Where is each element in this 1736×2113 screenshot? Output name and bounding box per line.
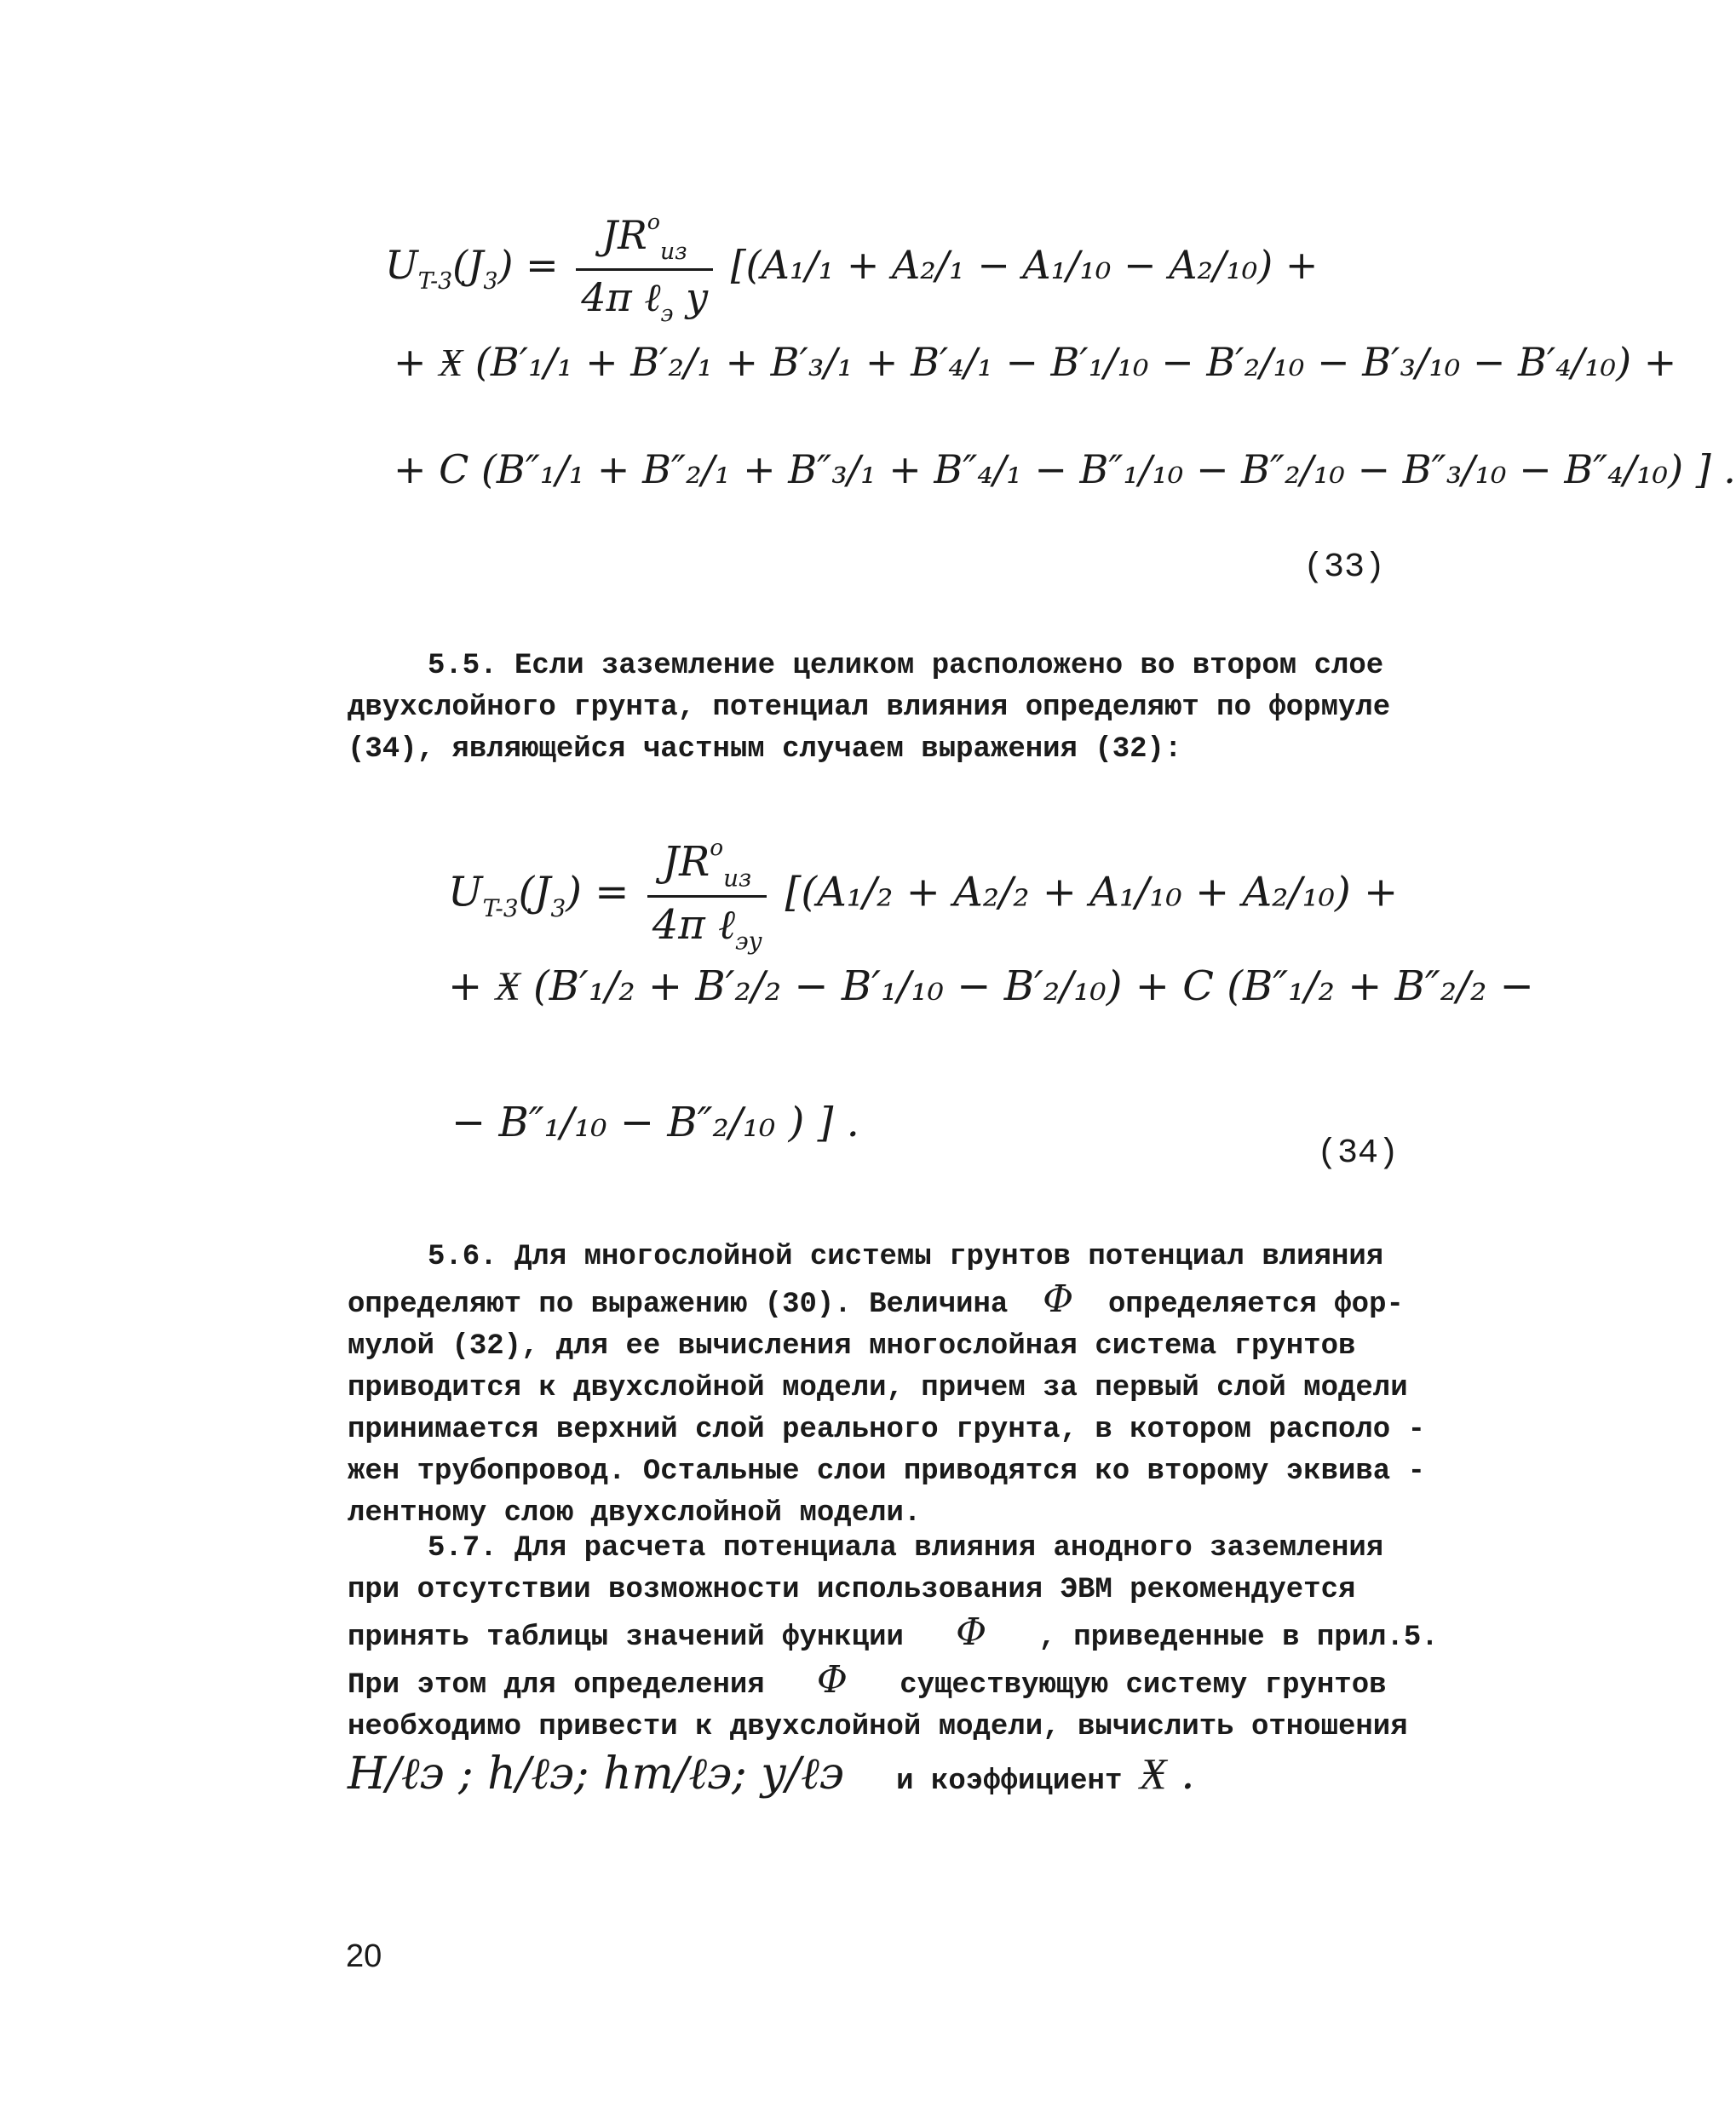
eq34-fraction-numerator: $JR^o_{из}$	[647, 835, 767, 898]
eq34-lhs-symbol: U	[448, 868, 483, 916]
paragraph-line: при отсутствии возможности использования ЭВМ рекомендуется	[348, 1574, 1356, 1606]
paragraph-line: мулой (32), для ее вычисления многослойная система грунтов	[348, 1330, 1356, 1363]
eq33-fraction	[576, 210, 713, 327]
paragraph-line: принять таблицы значений функции Φ , приведенные в прил.5.	[348, 1611, 1439, 1654]
equation-33-line-3: + C (B″₁/₁ + B″₂/₁ + B″₃/₁ + B″₄/₁ − B″₁/₁₀ − B″₂/₁₀ − B″₃/₁₀ − B″₄/₁₀) ] .	[394, 446, 1736, 492]
equation-33-number: (33)	[1303, 548, 1386, 587]
phi-symbol: Φ	[1043, 1278, 1074, 1321]
eq34-fraction-denominator: 4π ℓ$_{эy}$	[652, 901, 762, 956]
paragraph-line: жен трубопровод. Остальные слои приводятся ко второму эквива -	[348, 1456, 1426, 1488]
paragraph-5-5	[348, 646, 1421, 771]
paragraph-line: принимается верхний слой реального грунта, в котором располо -	[348, 1414, 1426, 1446]
paragraph-line: двухслойного грунта, потенциал влияния определяют по формуле	[348, 692, 1391, 724]
paragraph-5-7	[348, 1528, 1439, 1803]
equation-34-line-1	[448, 835, 1398, 956]
page-number: 20	[346, 1938, 382, 1974]
paragraph-line: H/ℓэ ; h/ℓэ; hт/ℓэ; y/ℓэ и коэффициент Ӿ .	[348, 1748, 1195, 1800]
eq34-lhs-subscript: T-3	[482, 893, 519, 922]
eq33-lhs-argument: (J	[452, 241, 484, 288]
paragraph-line: необходимо привести к двухслойной модели, вычислить отношения	[348, 1711, 1408, 1743]
eq33-lhs-symbol: U	[385, 241, 418, 288]
eq33-fraction-denominator: 4π ℓ$_э$ y	[581, 273, 709, 327]
eq33-lhs-subscript: T-3	[417, 267, 453, 295]
eq33-fraction-numerator: $JR^o_{из}$	[576, 210, 713, 271]
eq33-line1-rest: [(A₁/₁ + A₂/₁ − A₁/₁₀ − A₂/₁₀) +	[730, 241, 1319, 288]
phi-symbol: Φ	[816, 1658, 848, 1702]
equation-34-number: (34)	[1317, 1134, 1400, 1173]
equation-33-line-1	[385, 210, 1318, 327]
paragraph-line: 5.5. Если заземление целиком расположено во втором слое	[428, 650, 1384, 682]
phi-symbol: Φ	[956, 1611, 987, 1654]
eq34-lhs-argument: (J	[518, 868, 551, 916]
eq34-fraction	[647, 835, 767, 956]
eq34-equals: ) =	[566, 868, 629, 916]
equation-34-line-2: + Ӿ (B′₁/₂ + B′₂/₂ − B′₁/₁₀ − B′₂/₁₀) + C (B″₁/₂ + B″₂/₂ −	[448, 962, 1534, 1010]
paragraph-line: определяют по выражению (30). Величина Φ определяется фор-	[348, 1278, 1404, 1321]
kappa-symbol: Ӿ .	[1139, 1748, 1195, 1800]
eq34-line1-rest: [(A₁/₂ + A₂/₂ + A₁/₁₀ + A₂/₁₀) +	[785, 868, 1399, 916]
paragraph-line: 5.7. Для расчета потенциала влияния анодного заземления	[428, 1532, 1384, 1565]
eq33-lhs-argument-subscript: 3	[483, 267, 498, 295]
eq33-equals: ) =	[497, 241, 559, 288]
eq34-lhs-argument-subscript: 3	[550, 893, 566, 922]
paragraph-line: (34), являющейся частным случаем выражения (32):	[348, 733, 1182, 766]
paragraph-line: лентному слою двухслойной модели.	[348, 1497, 922, 1530]
paragraph-line: приводится к двухслойной модели, причем за первый слой модели	[348, 1372, 1408, 1404]
paragraph-5-6	[348, 1237, 1426, 1535]
paragraph-line: При этом для определения Φ существующую систему грунтов	[348, 1658, 1387, 1702]
equation-33-line-2: + Ӿ (B′₁/₁ + B′₂/₁ + B′₃/₁ + B′₄/₁ − B′₁/₁₀ − B′₂/₁₀ − B′₃/₁₀ − B′₄/₁₀) +	[394, 339, 1677, 385]
equation-34-line-3: − B″₁/₁₀ − B″₂/₁₀ ) ] .	[451, 1099, 859, 1146]
paragraph-line: 5.6. Для многослойной системы грунтов потенциал влияния	[428, 1241, 1384, 1273]
ratio-formulas: H/ℓэ ; h/ℓэ; hт/ℓэ; y/ℓэ	[348, 1748, 844, 1800]
